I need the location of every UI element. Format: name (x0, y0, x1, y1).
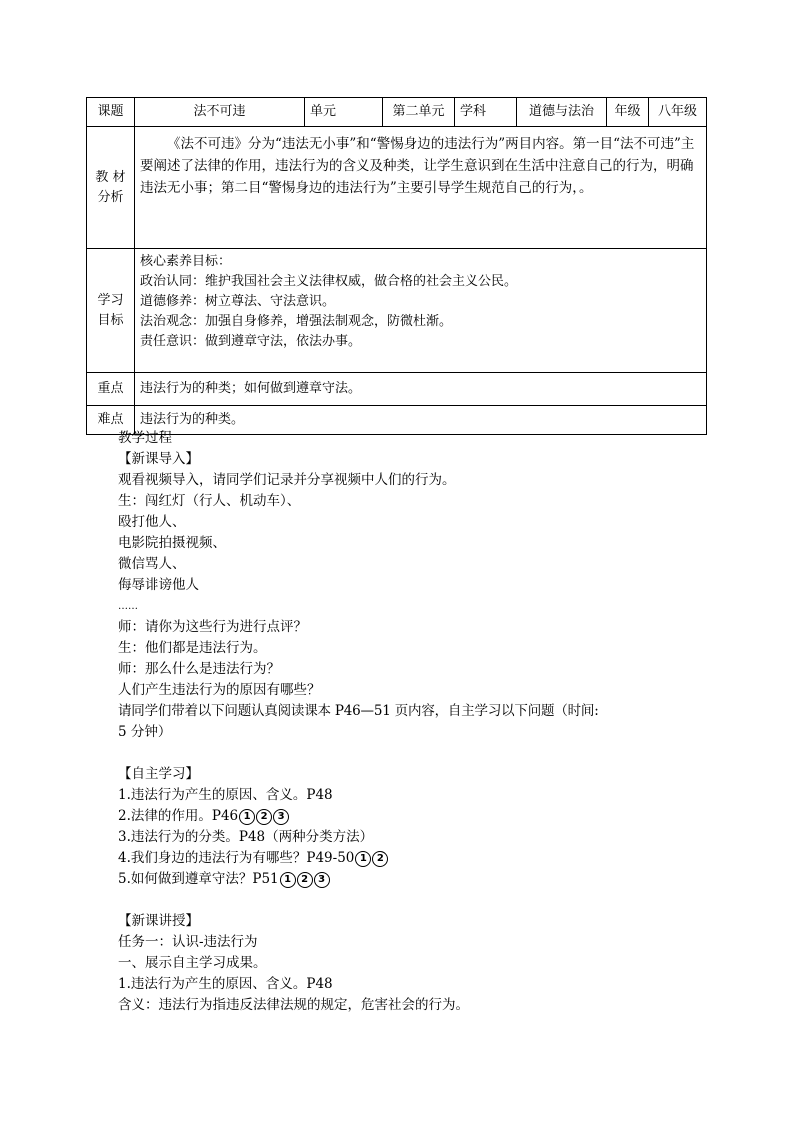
new-lesson-line: 一、展示自主学习成果。 (118, 955, 267, 971)
header-row (87, 98, 707, 127)
goals-row (87, 249, 707, 373)
intro-line: 生：闯红灯（行人、机动车）、 (118, 493, 301, 509)
process-title: 教学过程 (118, 430, 172, 446)
unit-label: 单元 (305, 98, 383, 127)
goals-cell (135, 249, 707, 373)
self-study-item: 1.违法行为产生的原因、含义。P48 (118, 787, 333, 803)
self-study-heading: 【自主学习】 (118, 766, 199, 782)
grade-label: 年级 (607, 98, 649, 127)
goals-label: 学习 目标 (87, 249, 135, 373)
intro-line: …… (118, 601, 138, 612)
circled-number: 1 (239, 809, 255, 825)
circled-number: 1 (280, 872, 296, 888)
teaching-process (118, 428, 718, 1016)
intro-line: 人们产生违法行为的原因有哪些？ (118, 682, 321, 698)
new-lesson-heading: 【新课讲授】 (118, 913, 199, 929)
intro-line: 师：那么什么是违法行为？ (118, 661, 280, 677)
unit-value: 第二单元 (383, 98, 455, 127)
analysis-row (87, 127, 707, 249)
key-row (87, 373, 707, 406)
difficult-value: 违法行为的种类。 (135, 406, 707, 435)
key-label: 重点 (87, 373, 135, 406)
circled-number: 2 (297, 872, 313, 888)
new-lesson-line: 任务一：认识-违法行为 (118, 934, 258, 950)
new-lesson-line: 含义：违法行为指违反法律法规的规定，危害社会的行为。 (118, 997, 469, 1013)
intro-line: 5 分钟） (118, 724, 172, 740)
lesson-info-table (86, 97, 707, 435)
self-study-item: 3.违法行为的分类。P48（两种分类方法） (118, 829, 374, 845)
goal-line: 责任意识：做到遵章守法，依法办事。 (140, 334, 362, 349)
new-lesson-line: 1.违法行为产生的原因、含义。P48 (118, 976, 333, 992)
difficult-label: 难点 (87, 406, 135, 435)
circled-number: 1 (355, 851, 371, 867)
intro-line: 殴打他人、 (118, 514, 186, 530)
intro-line: 观看视频导入，请同学们记录并分享视频中人们的行为。 (118, 472, 456, 488)
topic-value: 法不可违 (135, 98, 305, 127)
intro-line: 请同学们带着以下问题认真阅读课本 P46—51 页内容，自主学习以下问题（时间: (118, 703, 599, 719)
intro-line: 电影院拍摄视频、 (118, 535, 226, 551)
grade-value: 八年级 (649, 98, 707, 127)
intro-line: 微信骂人、 (118, 556, 186, 572)
analysis-cell (135, 127, 707, 249)
subject-label: 学科 (455, 98, 517, 127)
intro-line: 生：他们都是违法行为。 (118, 640, 267, 656)
analysis-label: 教 材 分析 (87, 127, 135, 249)
circled-number: 3 (273, 809, 289, 825)
key-value: 违法行为的种类；如何做到遵章守法。 (135, 373, 707, 406)
goal-line: 核心素养目标： (140, 254, 232, 269)
analysis-text: 《法不可违》分为“违法无小事”和“警惕身边的违法行为”两目内容。第一目“法不可违”主要阐述了法律的作用，违法行为的含义及种类，让学生意识到在生活中注意自己的行为，明确违法无小事；第二目“警惕身边的违法行为”主要引导学生规范自己的行为，。 (140, 136, 695, 196)
intro-line: 侮辱诽谤他人 (118, 577, 199, 593)
self-study-item: 2.法律的作用。P46 1 2 3 (118, 806, 718, 827)
self-study-item: 5.如何做到遵章守法？P51 1 2 3 (118, 869, 718, 890)
spacer (118, 743, 718, 764)
intro-line: 师：请你为这些行为进行点评？ (118, 619, 307, 635)
spacer (118, 890, 718, 911)
intro-heading: 【新课导入】 (118, 451, 199, 467)
circled-number: 2 (256, 809, 272, 825)
goal-line: 法治观念：加强自身修养，增强法制观念，防微杜渐。 (140, 314, 453, 329)
goal-line: 道德修养：树立尊法、守法意识。 (140, 294, 336, 309)
goal-line: 政治认同：维护我国社会主义法律权威，做合格的社会主义公民。 (140, 274, 518, 289)
subject-value: 道德与法治 (517, 98, 607, 127)
circled-number: 2 (372, 851, 388, 867)
self-study-item: 4.我们身边的违法行为有哪些？P49-50 1 2 (118, 848, 718, 869)
circled-number: 3 (314, 872, 330, 888)
topic-label: 课题 (87, 98, 135, 127)
